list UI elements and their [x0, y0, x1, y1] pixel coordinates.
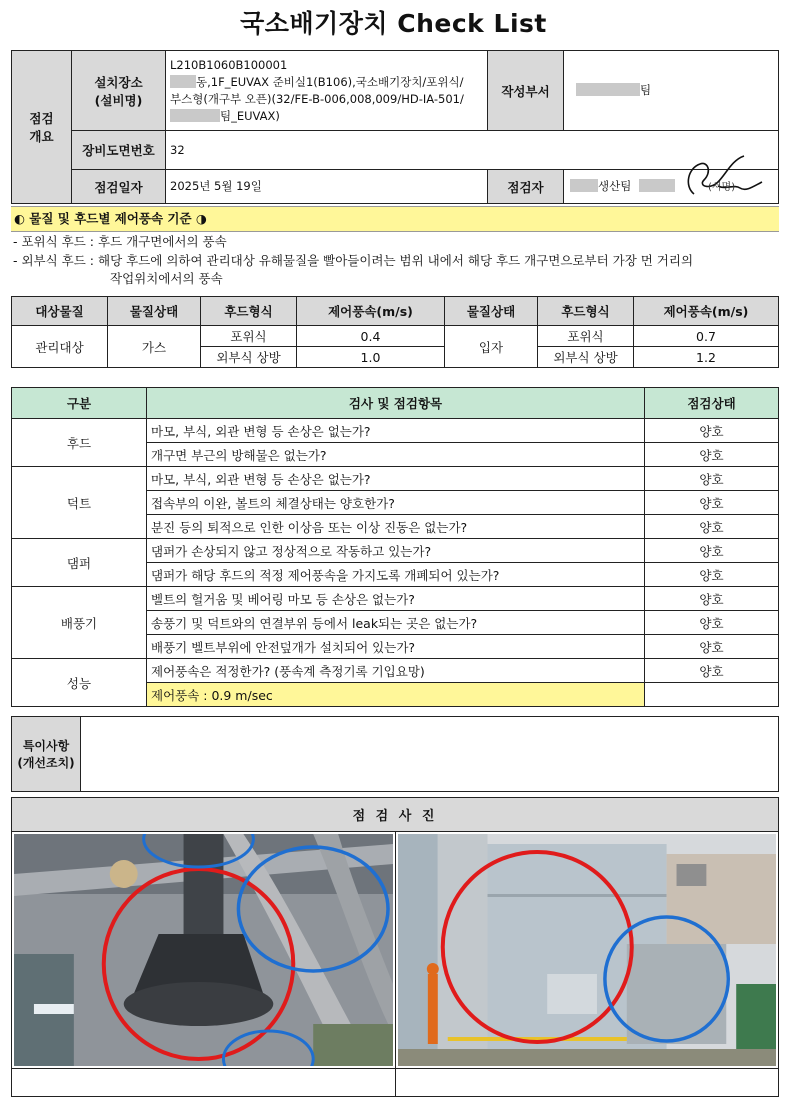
checklist-header: 구분 [12, 388, 147, 419]
redacted-mask [639, 179, 675, 192]
drawing-value: 32 [166, 131, 779, 170]
location-line2: 부스형(개구부 오픈)(32/FE-B-006,008,009/HD-IA-501/ [170, 91, 464, 106]
check-status: 양호 [645, 515, 779, 539]
check-item: 분진 등의 퇴적으로 인한 이상음 또는 이상 진동은 없는가? [147, 515, 645, 539]
location-code: L210B1060B100001 [170, 57, 288, 72]
check-status: 양호 [645, 419, 779, 443]
check-status: 양호 [645, 587, 779, 611]
control-velocity-value: 제어풍속 : 0.9 m/sec [147, 683, 645, 707]
std-speed: 0.7 [634, 326, 779, 347]
redacted-mask [170, 109, 220, 122]
check-status: 양호 [645, 491, 779, 515]
std-hood: 포위식 [538, 326, 634, 347]
check-status: 양호 [645, 443, 779, 467]
photos-heading: 점 검 사 진 [12, 798, 779, 832]
remark-value [81, 717, 779, 792]
redacted-mask [576, 83, 640, 96]
check-item: 송풍기 및 덕트와의 연결부위 등에서 leak되는 곳은 없는가? [147, 611, 645, 635]
standard-note-external-cont: 작업위치에서의 풍속 [110, 271, 223, 286]
standard-note-external: - 외부식 후드 : 해당 후드에 의하여 관리대상 유해물질을 빨아들이려는 범위 내에서 해당 후드 개구면으로부터 가장 먼 거리의 [13, 253, 694, 268]
std-state-gas: 가스 [108, 326, 201, 368]
overview-section-label: 점검 개요 [12, 51, 72, 204]
check-item: 벨트의 헐거움 및 베어링 마모 등 손상은 없는가? [147, 587, 645, 611]
date-value: 2025년 5월 19일 [166, 170, 488, 204]
std-substance: 관리대상 [12, 326, 108, 368]
photo-hood [12, 832, 396, 1069]
standard-note-enclosed: - 포위식 후드 : 후드 개구면에서의 풍속 [13, 234, 227, 249]
remark-label: 특이사항 (개선조치) [12, 717, 81, 792]
std-speed: 1.0 [297, 347, 445, 368]
check-item: 배풍기 벨트부위에 안전덮개가 설치되어 있는가? [147, 635, 645, 659]
check-item: 개구면 부근의 방해물은 없는가? [147, 443, 645, 467]
category-damper: 댐퍼 [12, 539, 147, 587]
std-header: 제어풍속(m/s) [634, 297, 779, 326]
dept-label: 작성부서 [488, 51, 564, 131]
dept-value: 팀 [564, 51, 779, 131]
check-status: 양호 [645, 635, 779, 659]
category-duct: 덕트 [12, 467, 147, 539]
photos-table [11, 797, 779, 1097]
check-status: 양호 [645, 467, 779, 491]
redacted-mask [570, 179, 598, 192]
check-item: 접속부의 이완, 볼트의 체결상태는 양호한가? [147, 491, 645, 515]
std-hood: 포위식 [201, 326, 297, 347]
std-header: 제어풍속(m/s) [297, 297, 445, 326]
inspector-value: 생산팀 [564, 170, 779, 204]
check-item: 마모, 부식, 외관 변형 등 손상은 없는가? [147, 467, 645, 491]
checklist-header: 점검상태 [645, 388, 779, 419]
check-item: 댐퍼가 해당 후드의 적정 제어풍속을 가지도록 개폐되어 있는가? [147, 563, 645, 587]
location-value [166, 51, 488, 131]
std-speed: 0.4 [297, 326, 445, 347]
std-speed: 1.2 [634, 347, 779, 368]
category-hood: 후드 [12, 419, 147, 467]
std-header: 후드형식 [538, 297, 634, 326]
check-item: 마모, 부식, 외관 변형 등 손상은 없는가? [147, 419, 645, 443]
check-status: 양호 [645, 611, 779, 635]
checklist-table [11, 387, 779, 707]
hood-photo-image [14, 834, 393, 1066]
check-status [645, 683, 779, 707]
std-header: 대상물질 [12, 297, 108, 326]
check-status: 양호 [645, 563, 779, 587]
standard-heading: ◐ 물질 및 후드별 제어풍속 기준 ◑ [11, 206, 779, 232]
page-title: 국소배기장치 Check List [240, 9, 547, 38]
signature-image [674, 146, 770, 202]
std-header: 물질상태 [445, 297, 538, 326]
inspector-label: 점검자 [488, 170, 564, 204]
location-line1: 동,1F_EUVAX 준비실1(B106),국소배기장치/포위식/ [196, 74, 464, 89]
signature-mark: (서명) [708, 182, 736, 193]
check-status: 양호 [645, 659, 779, 683]
date-label: 점검일자 [72, 170, 166, 204]
std-header: 물질상태 [108, 297, 201, 326]
category-fan: 배풍기 [12, 587, 147, 659]
std-state-particle: 입자 [445, 326, 538, 368]
location-label: 설치장소 (설비명) [72, 51, 166, 131]
remark-table [11, 716, 779, 792]
drawing-label: 장비도면번호 [72, 131, 166, 170]
check-item: 댐퍼가 손상되지 않고 정상적으로 작동하고 있는가? [147, 539, 645, 563]
std-hood: 외부식 상방 [201, 347, 297, 368]
photo-caption-right [396, 1069, 779, 1097]
overview-table [11, 50, 779, 204]
std-header: 후드형식 [201, 297, 297, 326]
check-item: 제어풍속은 적정한가? (풍속계 측정기록 기입요망) [147, 659, 645, 683]
checklist-header: 검사 및 점검항목 [147, 388, 645, 419]
redacted-mask [170, 75, 196, 88]
fan-photo-image [398, 834, 776, 1066]
standard-table [11, 296, 779, 368]
std-hood: 외부식 상방 [538, 347, 634, 368]
photo-caption-left [12, 1069, 396, 1097]
location-line3: 팀_EUVAX) [220, 108, 280, 123]
category-performance: 성능 [12, 659, 147, 707]
check-status: 양호 [645, 539, 779, 563]
photo-fan [396, 832, 779, 1069]
